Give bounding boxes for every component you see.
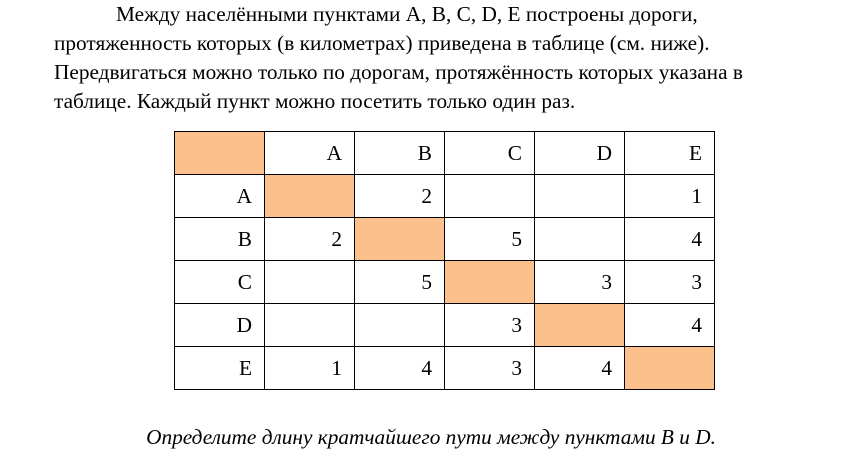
table-cell: 3: [625, 261, 715, 304]
table-corner-cell: [175, 132, 265, 175]
column-header-c: C: [445, 132, 535, 175]
distance-table: [174, 131, 715, 390]
table-header-row: [175, 132, 715, 175]
table-cell: [625, 347, 715, 390]
problem-line: протяженность которых (в километрах) приведена в таблице (см. ниже).: [54, 31, 710, 55]
column-header-b: B: [355, 132, 445, 175]
table-cell: 4: [625, 218, 715, 261]
table-cell: [265, 175, 355, 218]
table-cell: [265, 304, 355, 347]
table-cell: [535, 218, 625, 261]
table-cell: 1: [625, 175, 715, 218]
column-header-d: D: [535, 132, 625, 175]
problem-line: Между населёнными пунктами A, B, C, D, E построены дороги,: [116, 2, 698, 26]
problem-line: таблице. Каждый пункт можно посетить только один раз.: [54, 89, 576, 113]
row-header-a: A: [175, 175, 265, 218]
table-cell: 3: [445, 347, 535, 390]
table-cell: 4: [355, 347, 445, 390]
table-cell: 1: [265, 347, 355, 390]
table-cell: 4: [535, 347, 625, 390]
table-cell: [355, 304, 445, 347]
problem-line: Передвигаться можно только по дорогам, протяжённость которых указана в: [54, 60, 743, 84]
table-cell: [355, 218, 445, 261]
row-header-b: B: [175, 218, 265, 261]
table-cell: 2: [265, 218, 355, 261]
table-row: [175, 261, 715, 304]
table-cell: 3: [535, 261, 625, 304]
table-cell: [445, 261, 535, 304]
column-header-a: A: [265, 132, 355, 175]
table-row: [175, 304, 715, 347]
question-text: Определите длину кратчайшего пути между пунктами B и D.: [146, 425, 716, 449]
table-cell: 3: [445, 304, 535, 347]
table-cell: [535, 175, 625, 218]
table-row: [175, 347, 715, 390]
table-cell: 5: [355, 261, 445, 304]
table-row: [175, 218, 715, 261]
table-cell: [445, 175, 535, 218]
table-cell: 4: [625, 304, 715, 347]
row-header-c: C: [175, 261, 265, 304]
table-cell: [535, 304, 625, 347]
table-cell: [265, 261, 355, 304]
row-header-e: E: [175, 347, 265, 390]
problem-statement: [54, 0, 854, 116]
table-row: [175, 175, 715, 218]
table-cell: 2: [355, 175, 445, 218]
column-header-e: E: [625, 132, 715, 175]
table-cell: 5: [445, 218, 535, 261]
row-header-d: D: [175, 304, 265, 347]
